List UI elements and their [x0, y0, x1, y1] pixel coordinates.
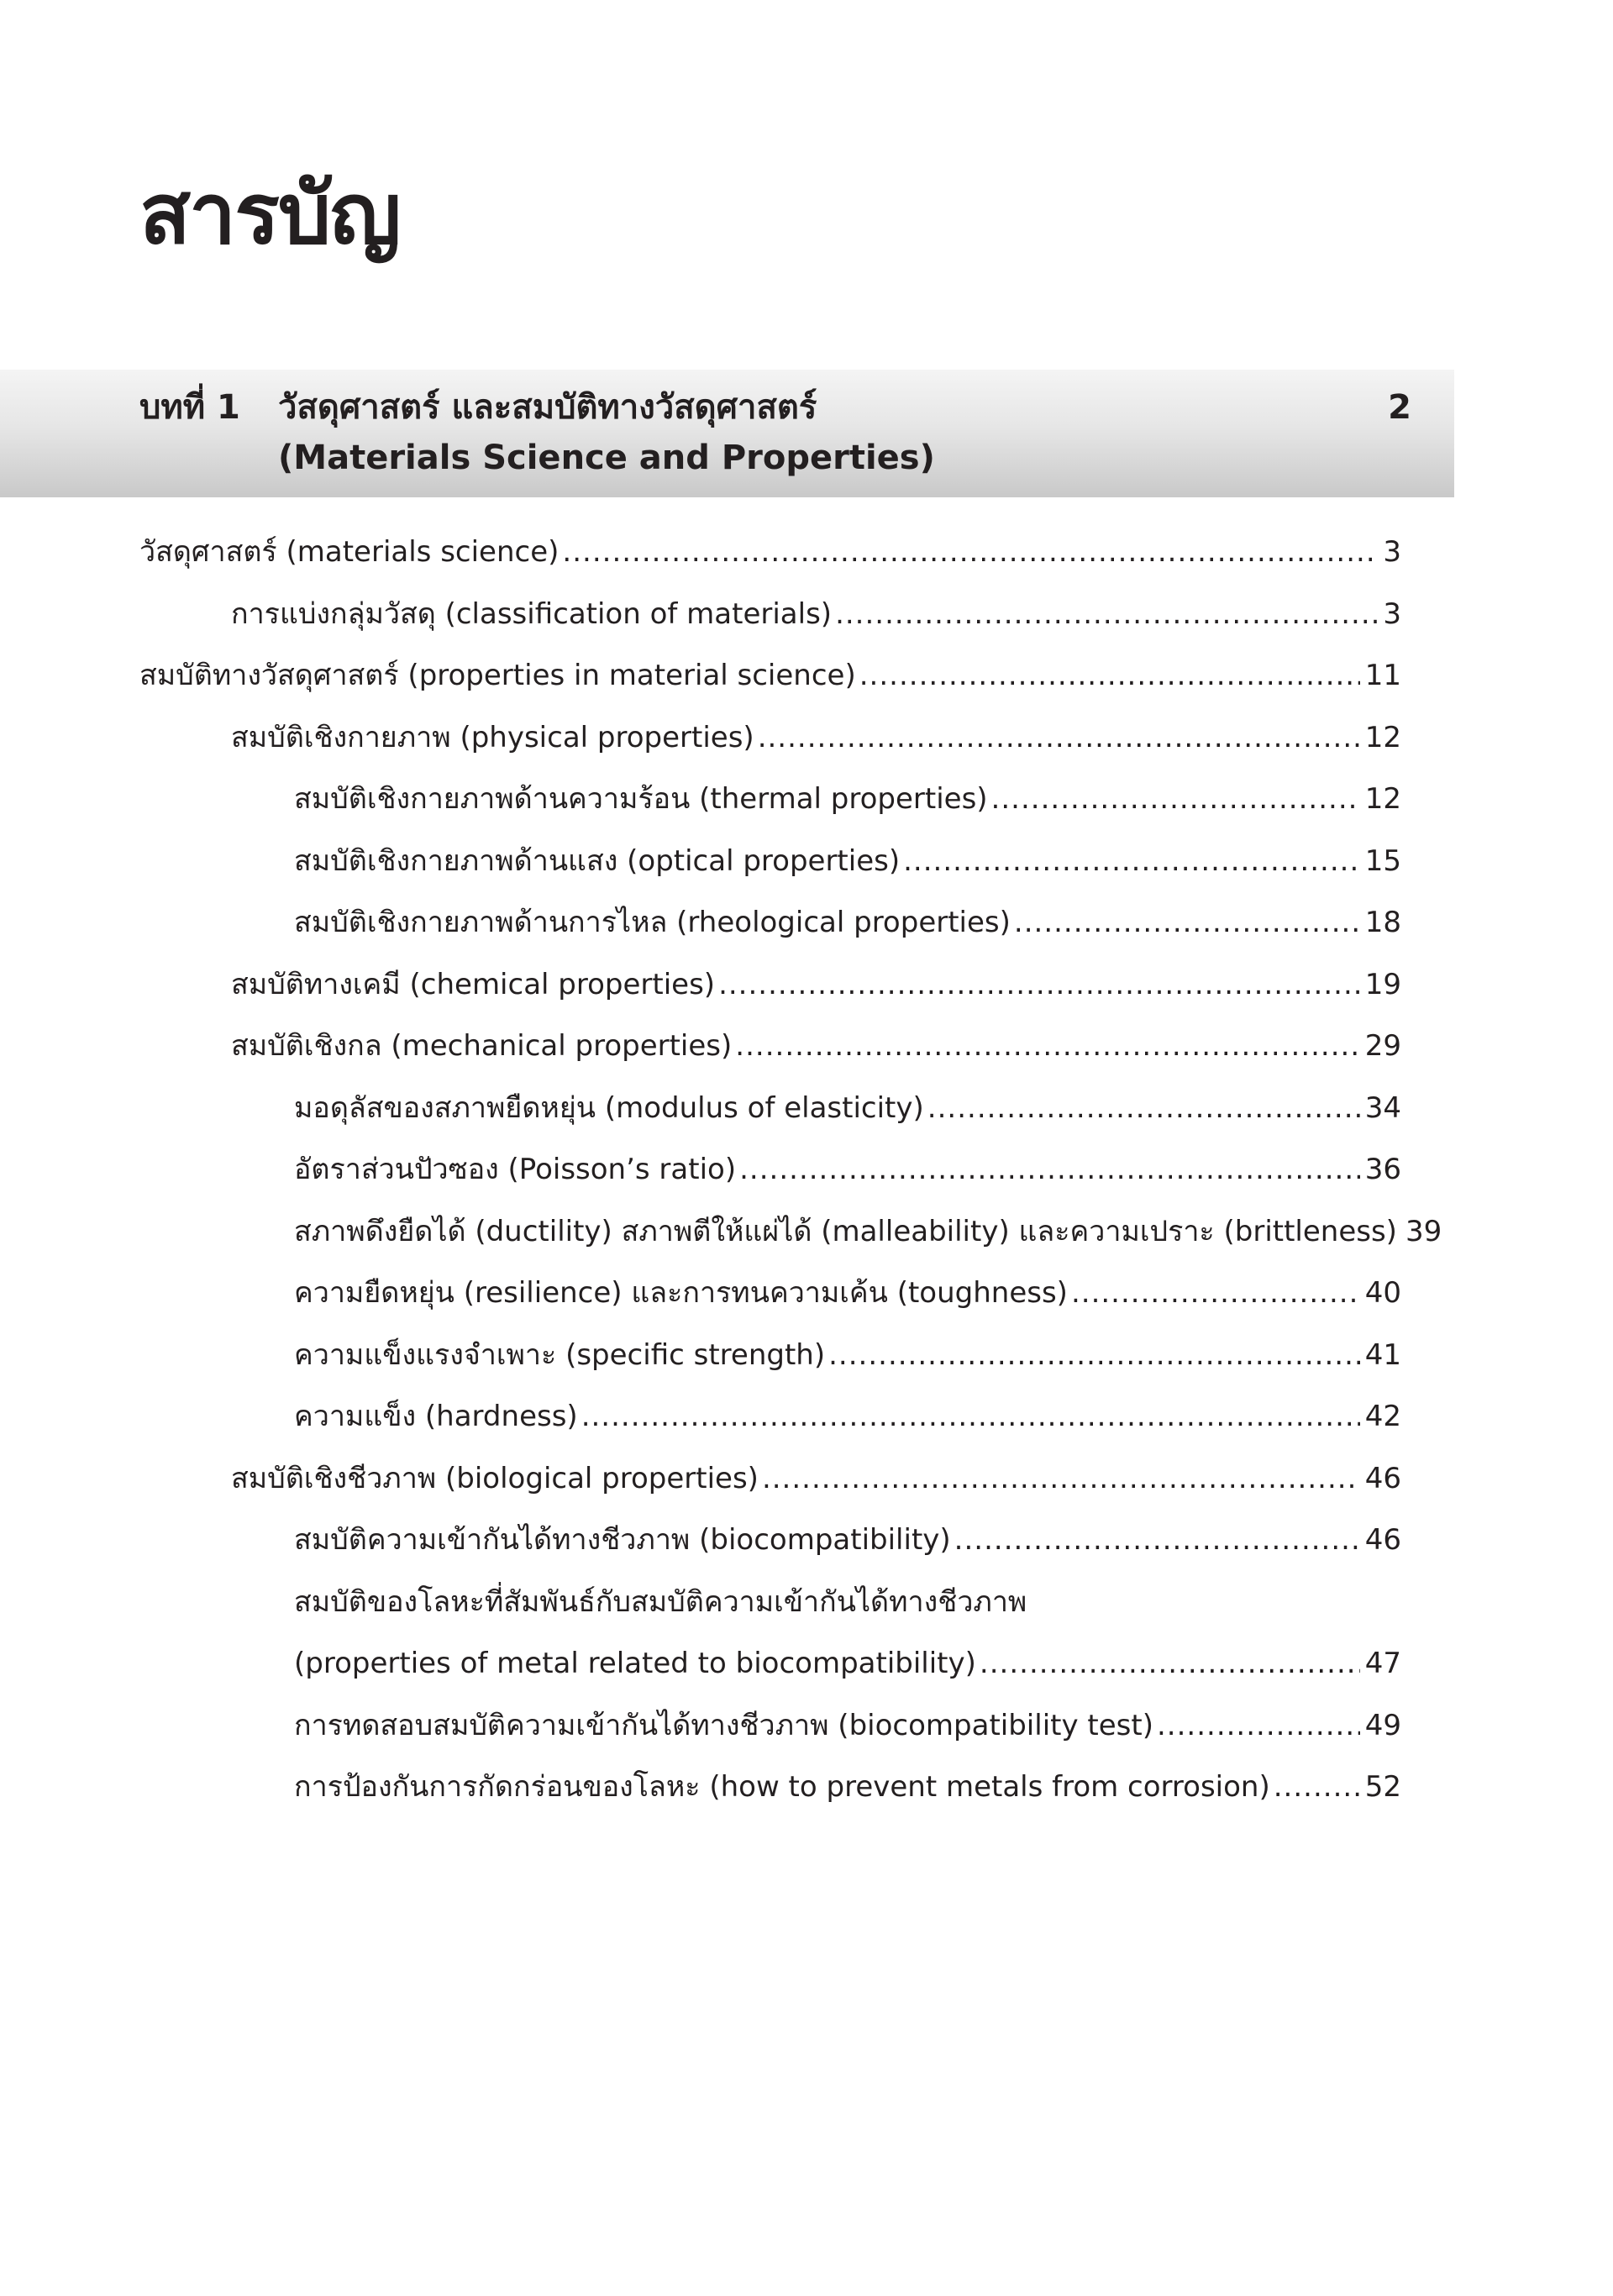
toc-entry[interactable] — [294, 768, 1401, 830]
toc-entry-title: สมบัติเชิงกายภาพ (physical properties) — [231, 720, 754, 754]
toc-leader-dots — [758, 707, 1360, 769]
toc-leader-dots — [581, 1385, 1360, 1447]
toc-leader-dots — [1071, 1262, 1360, 1324]
toc-entry[interactable] — [231, 1447, 1401, 1510]
toc-entry-page-number: 11 — [1364, 659, 1401, 692]
toc-leader-dots — [828, 1324, 1360, 1386]
toc-leader-dots — [735, 1015, 1359, 1077]
toc-entry[interactable] — [231, 954, 1401, 1016]
toc-leader-dots — [762, 1447, 1360, 1510]
toc-entry[interactable] — [294, 1632, 1401, 1694]
toc-entry-page-number: 52 — [1364, 1770, 1401, 1804]
toc-entry-title: สมบัติของโลหะที่สัมพันธ์กับสมบัติความเข้ากันได้ทางชีวภาพ — [294, 1584, 1027, 1619]
toc-entry-page-number: 40 — [1364, 1276, 1401, 1310]
toc-entry-page-number: 19 — [1364, 967, 1401, 1001]
toc-entry[interactable] — [294, 1509, 1401, 1571]
toc-entry[interactable] — [231, 707, 1401, 769]
toc-leader-dots — [1157, 1694, 1360, 1757]
toc-leader-dots — [1014, 891, 1360, 954]
toc-entry-page-number: 34 — [1364, 1090, 1401, 1125]
toc-entry[interactable] — [294, 891, 1401, 954]
toc-entry-title: การทดสอบสมบัติความเข้ากันได้ทางชีวภาพ (biocompatibility test) — [294, 1708, 1153, 1742]
toc-entry-page-number: 12 — [1364, 782, 1401, 816]
toc-entry-page-number: 41 — [1364, 1337, 1401, 1372]
toc-entry[interactable] — [294, 1571, 1401, 1633]
toc-leader-dots — [991, 768, 1360, 830]
toc-leader-dots — [903, 830, 1360, 892]
toc-entry-title: สมบัติความเข้ากันได้ทางชีวภาพ (biocompatibility) — [294, 1523, 951, 1557]
chapter-subtitle: (Materials Science and Properties) — [278, 439, 935, 477]
toc-entry-page-number: 42 — [1364, 1400, 1401, 1433]
toc-entry-title: การแบ่งกลุ่มวัสดุ (classification of materials) — [231, 596, 833, 631]
toc-leader-dots — [954, 1509, 1360, 1571]
toc-entry[interactable] — [294, 1324, 1401, 1386]
toc-entry[interactable] — [294, 830, 1401, 892]
toc-leader-dots — [1274, 1756, 1360, 1818]
page-title: สารบัญ — [139, 165, 400, 263]
toc-entry-title: สมบัติเชิงกายภาพด้านความร้อน (thermal properties) — [294, 782, 988, 816]
toc-entry-title: สมบัติเชิงกล (mechanical properties) — [231, 1029, 733, 1063]
toc-entry-title: (properties of metal related to biocompatibility) — [294, 1647, 976, 1680]
toc-entry-page-number: 46 — [1364, 1461, 1401, 1495]
toc-entry-title: สภาพดึงยืดได้ (ductility) สภาพตีให้แผ่ได้ (malleability) และความเปราะ (brittleness) — [294, 1214, 1397, 1248]
toc-entry[interactable] — [294, 1201, 1442, 1263]
toc-entry[interactable] — [294, 1262, 1401, 1324]
toc-leader-dots — [927, 1077, 1360, 1139]
toc-leader-dots — [859, 644, 1360, 707]
toc-entry-page-number: 47 — [1364, 1647, 1401, 1680]
toc-entry-title: วัสดุศาสตร์ (materials science) — [139, 535, 560, 569]
toc-entry-title: มอดุลัสของสภาพยืดหยุ่น (modulus of elasticity) — [294, 1090, 924, 1125]
toc-entry[interactable] — [294, 1077, 1401, 1139]
toc-entry-title: สมบัติเชิงกายภาพด้านการไหล (rheological properties) — [294, 906, 1011, 939]
toc-entry[interactable] — [294, 1756, 1401, 1818]
toc-entry[interactable] — [294, 1694, 1401, 1757]
toc-entry-title: สมบัติเชิงชีวภาพ (biological properties) — [231, 1461, 759, 1495]
toc-entry-title: สมบัติเชิงกายภาพด้านแสง (optical properties) — [294, 843, 901, 878]
toc-entry[interactable] — [231, 583, 1401, 645]
toc-entry[interactable] — [231, 1015, 1401, 1077]
toc-leader-dots — [835, 583, 1378, 645]
toc-leader-dots — [718, 954, 1360, 1016]
toc-entry-page-number: 46 — [1364, 1523, 1401, 1557]
toc-entry-title: ความแข็งแรงจำเพาะ (specific strength) — [294, 1337, 826, 1372]
toc-entry-page-number: 3 — [1383, 535, 1401, 569]
toc-entry[interactable] — [294, 1385, 1401, 1447]
chapter-page-number: 2 — [1388, 388, 1411, 427]
chapter-label: บทที่ 1 — [139, 388, 240, 427]
toc-leader-dots — [980, 1632, 1360, 1694]
toc-entry-title: สมบัติทางวัสดุศาสตร์ (properties in material science) — [139, 659, 856, 692]
toc-entry-page-number: 29 — [1364, 1029, 1401, 1063]
toc-entry-page-number: 3 — [1383, 596, 1401, 631]
chapter-title: วัสดุศาสตร์ และสมบัติทางวัสดุศาสตร์ — [278, 388, 817, 427]
toc-entry[interactable] — [294, 1138, 1401, 1201]
toc-leader-dots — [562, 521, 1378, 583]
toc-entry-title: อัตราส่วนปัวซอง (Poisson’s ratio) — [294, 1153, 737, 1186]
toc-entry-page-number: 12 — [1364, 720, 1401, 754]
toc-leader-dots — [739, 1138, 1360, 1201]
toc-entry-title: ความยืดหยุ่น (resilience) และการทนความเค้น (toughness) — [294, 1276, 1068, 1310]
toc-entry-page-number: 15 — [1364, 843, 1401, 878]
toc-entry-title: สมบัติทางเคมี (chemical properties) — [231, 967, 716, 1001]
toc-entry-page-number: 36 — [1364, 1153, 1401, 1186]
toc-entry-page-number: 39 — [1405, 1214, 1442, 1248]
toc-entry[interactable] — [139, 521, 1401, 583]
toc-entry-page-number: 18 — [1364, 906, 1401, 939]
toc-entry-title: ความแข็ง (hardness) — [294, 1400, 578, 1433]
toc-entry-title: การป้องกันการกัดกร่อนของโลหะ (how to prevent metals from corrosion) — [294, 1770, 1270, 1804]
toc-entry[interactable] — [139, 644, 1401, 707]
toc-entry-page-number: 49 — [1364, 1708, 1401, 1742]
